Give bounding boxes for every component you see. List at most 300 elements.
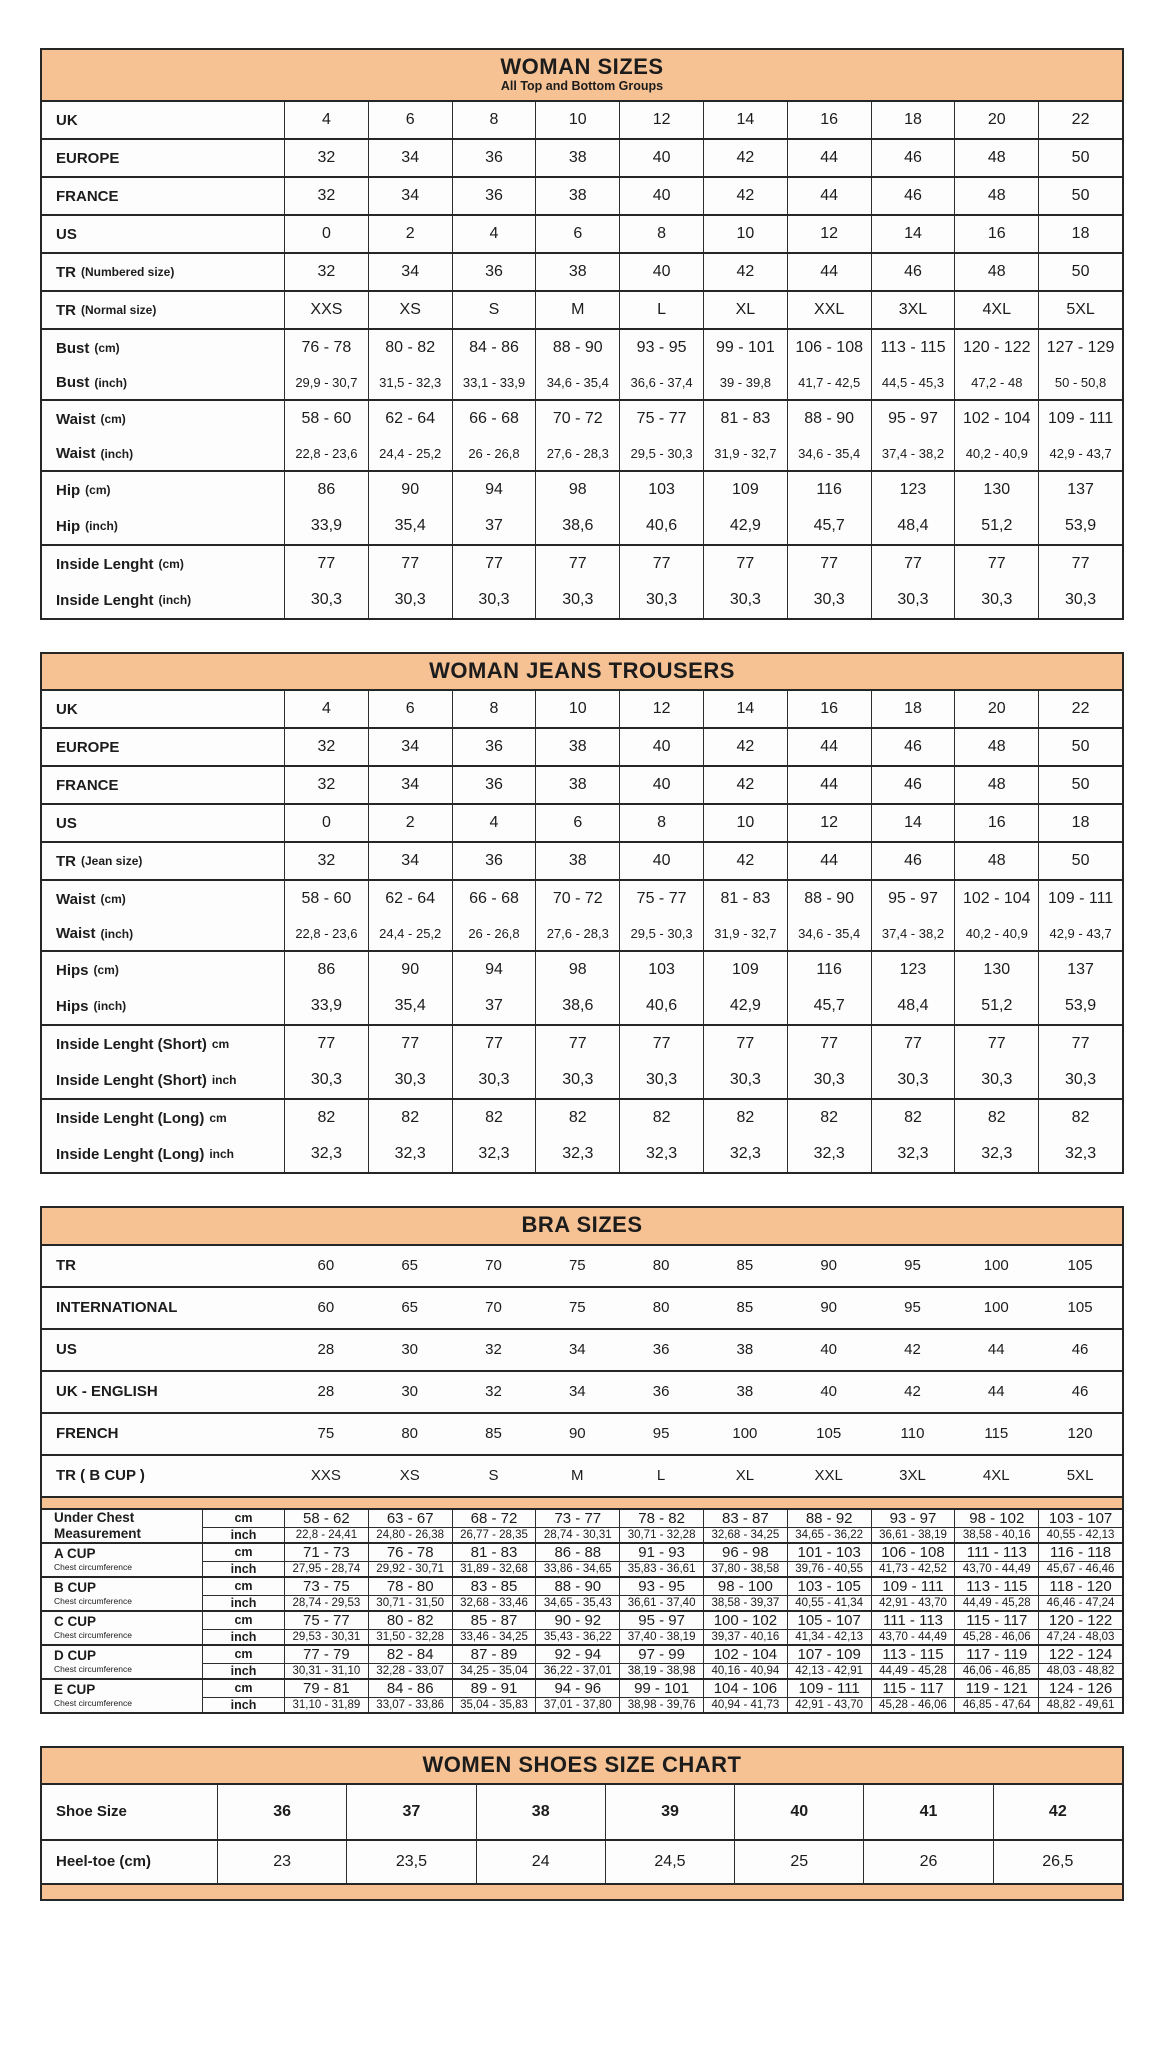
data-cell: 82 (1038, 1100, 1122, 1136)
data-cell: 30,3 (703, 582, 787, 618)
data-cell: 88 - 92 (787, 1510, 871, 1527)
data-cell: XL (735, 1467, 755, 1485)
data-cell: 42,9 (703, 988, 787, 1024)
row-label-main: TR ( B CUP ) (56, 1467, 145, 1485)
data-cell: XL (703, 292, 787, 328)
data-cell: 6 (368, 102, 452, 138)
row-label-main: US (56, 814, 77, 832)
row-label-note: (inch) (85, 519, 118, 534)
cup-rows (202, 1646, 1122, 1678)
data-cell: 29,5 - 30,3 (619, 917, 703, 950)
data-cell: 86 (284, 952, 368, 988)
row-label (42, 254, 284, 290)
data-cell: 98 (535, 952, 619, 988)
data-cell: 35,04 - 35,83 (452, 1698, 536, 1712)
data-cell: 39 - 39,8 (703, 366, 787, 399)
cup-label (42, 1646, 202, 1678)
row-label (42, 330, 284, 366)
data-cell: 8 (619, 805, 703, 841)
data-cell: 48,03 - 48,82 (1038, 1664, 1122, 1678)
data-cell: 116 (787, 952, 871, 988)
cup-label-line1: E CUP (54, 1682, 96, 1698)
data-cell: 93 - 97 (871, 1510, 955, 1527)
data-cell: 37 (346, 1785, 475, 1839)
data-cell: 98 - 102 (954, 1510, 1038, 1527)
row-label-note: cm (209, 1111, 227, 1126)
cup-label-sub: Chest circumference (54, 1561, 132, 1572)
row-label (42, 216, 284, 252)
row-group (42, 328, 1122, 399)
data-cell: 37,01 - 37,80 (535, 1698, 619, 1712)
data-cell: 102 - 104 (703, 1646, 787, 1663)
data-cell: 90 (568, 1425, 586, 1443)
row-label-note: cm (211, 1037, 230, 1052)
data-cell: 36 (452, 767, 536, 803)
row-label (42, 1372, 284, 1412)
data-cell: 0 (284, 216, 368, 252)
data-cell: 31,50 - 32,28 (368, 1630, 452, 1644)
data-cell: 86 (284, 472, 368, 508)
data-cell: 16 (954, 805, 1038, 841)
row-label (42, 1100, 284, 1136)
data-cell: 46 (871, 178, 955, 214)
row-label-main: Bust (56, 339, 90, 357)
data-cell: 111 - 113 (871, 1612, 955, 1629)
data-cell: 40,16 - 40,94 (703, 1664, 787, 1678)
data-cell: 88 - 90 (535, 330, 619, 366)
table-row (42, 140, 1122, 176)
data-cell: 42 (904, 1341, 921, 1359)
woman-jeans-table (40, 652, 1124, 1174)
cup-rows (202, 1612, 1122, 1644)
data-cell: 48 (954, 729, 1038, 765)
data-cell: 24 (476, 1841, 605, 1883)
data-cell: 40,94 - 41,73 (703, 1698, 787, 1712)
cup-inch-row (202, 1697, 1122, 1712)
row-label-note: (cm) (94, 341, 120, 356)
data-cell: 85 (485, 1425, 502, 1443)
data-cell: 22 (1038, 691, 1122, 727)
data-cell: 24,80 - 26,38 (368, 1528, 452, 1542)
data-cell: 66 - 68 (452, 881, 536, 917)
data-cell: 12 (619, 102, 703, 138)
row-label-main: EUROPE (56, 738, 120, 756)
data-cell: 38 (535, 254, 619, 290)
data-cell: 30,3 (535, 582, 619, 618)
row-label-note: (cm) (93, 963, 119, 978)
row-label (42, 917, 284, 950)
data-cell: 58 - 60 (284, 881, 368, 917)
data-cell: 98 (535, 472, 619, 508)
data-cell: 35,4 (368, 508, 452, 544)
data-cell: 115 - 117 (954, 1612, 1038, 1629)
row-label (42, 178, 284, 214)
data-cell: 30,3 (871, 582, 955, 618)
data-cell: 105 (816, 1425, 842, 1443)
unit-label: cm (202, 1680, 284, 1697)
data-cell: 46,06 - 46,85 (954, 1664, 1038, 1678)
row-label (42, 691, 284, 727)
data-cell: 106 - 108 (871, 1544, 955, 1561)
data-cell: 109 - 111 (1038, 401, 1122, 437)
row-label (42, 1136, 284, 1172)
data-cell: 40 (820, 1383, 838, 1401)
data-cell: 30,3 (954, 1062, 1038, 1098)
table-row (42, 472, 1122, 508)
row-label (42, 988, 284, 1024)
data-cell: 80 (652, 1299, 670, 1317)
row-label-main: Waist (56, 890, 96, 908)
data-cell: 4 (452, 216, 536, 252)
data-cell: 89 - 91 (452, 1680, 536, 1697)
table-row (42, 254, 1122, 290)
data-cell: 58 - 60 (284, 401, 368, 437)
data-cell: 65 (401, 1299, 419, 1317)
data-cell: 36 (452, 254, 536, 290)
data-cell: 50 (1038, 178, 1122, 214)
data-cell: 70 (485, 1257, 502, 1275)
data-cell: M (571, 1467, 584, 1485)
data-cell: 110 (900, 1425, 925, 1443)
data-cell: 48 (954, 254, 1038, 290)
shoes-size-table (40, 1746, 1124, 1901)
data-cell: 81 - 83 (703, 881, 787, 917)
data-cell: 32 (284, 254, 368, 290)
row-group (42, 214, 1122, 252)
data-cell: 44 (787, 729, 871, 765)
data-cell: 137 (1038, 952, 1122, 988)
cup-inch-row (202, 1663, 1122, 1678)
data-cell: 96 - 98 (703, 1544, 787, 1561)
data-cell: 90 (820, 1299, 838, 1317)
data-cell: 40 (734, 1785, 863, 1839)
bra-sizes-table (40, 1206, 1124, 1713)
data-cell: 113 - 115 (954, 1578, 1038, 1595)
data-cell: 33,9 (284, 988, 368, 1024)
cup-label (42, 1544, 202, 1576)
data-cell: 43,70 - 44,49 (871, 1630, 955, 1644)
table-row (42, 292, 1122, 328)
data-cell: 30,31 - 31,10 (284, 1664, 368, 1678)
data-cell: 77 (871, 546, 955, 582)
data-cell: 26 - 26,8 (452, 437, 536, 470)
row-group (42, 399, 1122, 470)
data-cell: 83 - 85 (452, 1578, 536, 1595)
data-cell: 94 (452, 952, 536, 988)
data-cell: 39,37 - 40,16 (703, 1630, 787, 1644)
data-cell: 30,3 (1038, 1062, 1122, 1098)
data-cell: 34 (368, 843, 452, 879)
unit-label: cm (202, 1578, 284, 1595)
data-cell: XS (368, 292, 452, 328)
data-cell: 30 (401, 1383, 419, 1401)
table-row (42, 330, 1122, 366)
data-cell: 36 (452, 843, 536, 879)
data-cell: 31,5 - 32,3 (368, 366, 452, 399)
bra-header (42, 1208, 1122, 1243)
data-cell: 38 (535, 729, 619, 765)
data-cell: 40 (619, 178, 703, 214)
data-cell: 42,91 - 43,70 (871, 1596, 955, 1610)
cup-group (42, 1576, 1122, 1610)
data-cell: 30,3 (619, 582, 703, 618)
row-label (42, 1414, 284, 1454)
data-cell: 42,13 - 42,91 (787, 1664, 871, 1678)
data-cell: 90 (368, 952, 452, 988)
data-cell: 42 (703, 140, 787, 176)
row-label (42, 1785, 217, 1839)
data-cell: 103 (619, 472, 703, 508)
data-cell: 37,4 - 38,2 (871, 437, 955, 470)
data-cell: 82 (871, 1100, 955, 1136)
table-row (42, 1839, 1122, 1883)
row-group (42, 879, 1122, 950)
data-cell: 30,3 (284, 582, 368, 618)
data-cell: 60 (317, 1299, 335, 1317)
data-cell: 34,6 - 35,4 (535, 366, 619, 399)
cup-label-sub: Chest circumference (54, 1697, 132, 1708)
data-cell: 71 - 73 (284, 1544, 368, 1561)
data-cell: 80 (652, 1257, 670, 1275)
row-label (42, 1288, 284, 1328)
table-row (42, 1454, 1122, 1496)
data-cell: 42 (904, 1383, 921, 1401)
data-cell: 28 (317, 1341, 335, 1359)
data-cell: 31,9 - 32,7 (703, 917, 787, 950)
data-cell: 10 (703, 805, 787, 841)
data-cell: 100 (983, 1299, 1009, 1317)
data-cell: 81 - 83 (452, 1544, 536, 1561)
row-label (42, 729, 284, 765)
data-cell: 77 (954, 1026, 1038, 1062)
data-cell: 51,2 (954, 988, 1038, 1024)
data-cell: 34,65 - 36,22 (787, 1528, 871, 1542)
data-cell: 48 (954, 843, 1038, 879)
data-cell: 77 (1038, 1026, 1122, 1062)
row-label-main: UK (56, 111, 78, 129)
data-cell: M (535, 292, 619, 328)
data-cell: 42 (993, 1785, 1122, 1839)
data-cell: 44,5 - 45,3 (871, 366, 955, 399)
cup-label-line2: Measurement (54, 1525, 142, 1541)
data-cell: 14 (703, 102, 787, 138)
data-cell: 100 (732, 1425, 758, 1443)
data-cell: 30,3 (787, 582, 871, 618)
data-cell: 85 - 87 (452, 1612, 536, 1629)
row-label-main: FRANCE (56, 776, 119, 794)
data-cell: 120 (1067, 1425, 1093, 1443)
cup-group (42, 1508, 1122, 1542)
row-label-note: (cm) (85, 483, 111, 498)
data-cell: L (619, 292, 703, 328)
cup-group (42, 1610, 1122, 1644)
data-cell: 46 (871, 140, 955, 176)
data-cell: 42,9 (703, 508, 787, 544)
table-row (42, 102, 1122, 138)
data-cell: 20 (954, 102, 1038, 138)
data-cell: 38 (535, 178, 619, 214)
data-cell: 77 (452, 1026, 536, 1062)
data-cell: 34,25 - 35,04 (452, 1664, 536, 1678)
row-group (42, 727, 1122, 765)
data-cell: XXL (814, 1467, 843, 1485)
row-label (42, 140, 284, 176)
data-cell: 83 - 87 (703, 1510, 787, 1527)
row-label (42, 881, 284, 917)
data-cell: 3XL (871, 292, 955, 328)
data-cell: 46 (871, 843, 955, 879)
data-cell: 58 - 62 (284, 1510, 368, 1527)
data-cell: 48,4 (871, 508, 955, 544)
data-cell: 32 (284, 843, 368, 879)
data-cell: 3XL (899, 1467, 926, 1485)
data-cell: 37,80 - 38,58 (703, 1562, 787, 1576)
table-row (42, 843, 1122, 879)
data-cell: 109 (703, 952, 787, 988)
data-cell: 82 (452, 1100, 536, 1136)
row-label-note: (inch) (158, 593, 192, 608)
table-row (42, 767, 1122, 803)
data-cell: 88 - 90 (787, 401, 871, 437)
data-cell: 44 (987, 1341, 1005, 1359)
data-cell: 18 (871, 691, 955, 727)
data-cell: 80 - 82 (368, 1612, 452, 1629)
row-group (42, 1024, 1122, 1098)
data-cell: 16 (787, 691, 871, 727)
woman-sizes-header (42, 50, 1122, 100)
data-cell: 40 (619, 254, 703, 290)
data-cell: 6 (368, 691, 452, 727)
data-cell: 63 - 67 (368, 1510, 452, 1527)
table-row (42, 1244, 1122, 1286)
data-cell: 106 - 108 (787, 330, 871, 366)
data-cell: 38,19 - 38,98 (619, 1664, 703, 1678)
row-label-main: TR (56, 1257, 76, 1275)
data-cell: 77 (284, 1026, 368, 1062)
data-cell: 109 - 111 (787, 1680, 871, 1697)
data-cell: 103 - 107 (1038, 1510, 1122, 1527)
data-cell: 77 (452, 546, 536, 582)
data-cell: 10 (535, 102, 619, 138)
data-cell: 77 (871, 1026, 955, 1062)
row-label-main: Inside Lenght (Long) (56, 1109, 205, 1127)
data-cell: 31,89 - 32,68 (452, 1562, 536, 1576)
data-cell: 124 - 126 (1038, 1680, 1122, 1697)
table-row (42, 1026, 1122, 1062)
data-cell: 32 (284, 140, 368, 176)
data-cell: 82 (535, 1100, 619, 1136)
shoes-rows (42, 1783, 1122, 1883)
row-group (42, 950, 1122, 1024)
data-cell: 62 - 64 (368, 401, 452, 437)
row-label-main: Bust (56, 374, 90, 392)
data-cell: 44 (787, 178, 871, 214)
cup-label-line1: B CUP (54, 1580, 97, 1596)
row-label-note: (inch) (93, 999, 127, 1014)
cup-group (42, 1678, 1122, 1712)
data-cell: 70 - 72 (535, 881, 619, 917)
data-cell: 51,2 (954, 508, 1038, 544)
cup-rows (202, 1544, 1122, 1576)
cup-rows (202, 1578, 1122, 1610)
data-cell: 77 (619, 546, 703, 582)
data-cell: 86 - 88 (535, 1544, 619, 1561)
unit-label: inch (202, 1664, 284, 1678)
row-label-main: Hip (56, 517, 81, 535)
data-cell: 38,6 (535, 508, 619, 544)
data-cell: 24,4 - 25,2 (368, 437, 452, 470)
data-cell: 102 - 104 (954, 401, 1038, 437)
cup-label-line1: D CUP (54, 1648, 97, 1664)
data-cell: 48 (954, 767, 1038, 803)
bra-conversion-rows (42, 1244, 1122, 1496)
cup-label-sub: Chest circumference (54, 1595, 132, 1606)
data-cell: 80 (401, 1425, 419, 1443)
data-cell: 81 - 83 (703, 401, 787, 437)
row-label (42, 472, 284, 508)
data-cell: 79 - 81 (284, 1680, 368, 1697)
data-cell: 78 - 80 (368, 1578, 452, 1595)
data-cell: 34,65 - 35,43 (535, 1596, 619, 1610)
data-cell: 22 (1038, 102, 1122, 138)
data-cell: 60 (317, 1257, 335, 1275)
data-cell: 32,3 (703, 1136, 787, 1172)
row-label (42, 1246, 284, 1286)
data-cell: 29,5 - 30,3 (619, 437, 703, 470)
data-cell: 82 (284, 1100, 368, 1136)
data-cell: S (488, 1467, 499, 1485)
data-cell: 27,95 - 28,74 (284, 1562, 368, 1576)
data-cell: 32,3 (787, 1136, 871, 1172)
row-label-main: Waist (56, 410, 96, 428)
data-cell: 34 (368, 767, 452, 803)
data-cell: 30,71 - 32,28 (619, 1528, 703, 1542)
data-cell: 38 (736, 1341, 754, 1359)
data-cell: 4XL (982, 1467, 1010, 1485)
data-cell: 43,70 - 44,49 (954, 1562, 1038, 1576)
data-cell: 120 - 122 (954, 330, 1038, 366)
row-label-note: inch (209, 1147, 234, 1162)
data-cell: 77 (535, 546, 619, 582)
unit-label: inch (202, 1596, 284, 1610)
data-cell: 30,3 (787, 1062, 871, 1098)
data-cell: 109 - 111 (1038, 881, 1122, 917)
data-cell: 36,6 - 37,4 (619, 366, 703, 399)
data-cell: 68 - 72 (452, 1510, 536, 1527)
data-cell: 22,8 - 24,41 (284, 1528, 368, 1542)
data-cell: 34 (368, 140, 452, 176)
row-label-main: TR (56, 301, 76, 319)
woman-sizes-rows (42, 100, 1122, 618)
data-cell: 32,3 (954, 1136, 1038, 1172)
data-cell: 105 - 107 (787, 1612, 871, 1629)
cup-label-sub: Chest circumference (54, 1629, 132, 1640)
data-cell: 45,7 (787, 988, 871, 1024)
data-cell: 16 (954, 216, 1038, 252)
data-cell: 12 (787, 805, 871, 841)
data-cell: 35,83 - 36,61 (619, 1562, 703, 1576)
data-cell: 38,58 - 39,37 (703, 1596, 787, 1610)
data-cell: 113 - 115 (871, 330, 955, 366)
data-cell: 35,4 (368, 988, 452, 1024)
data-cell: 38,6 (535, 988, 619, 1024)
woman-jeans-rows (42, 689, 1122, 1172)
table-row (42, 1136, 1122, 1172)
row-label-main: Hips (56, 961, 89, 979)
data-cell: 77 (368, 546, 452, 582)
cup-inch-row (202, 1629, 1122, 1644)
data-cell: XXL (787, 292, 871, 328)
